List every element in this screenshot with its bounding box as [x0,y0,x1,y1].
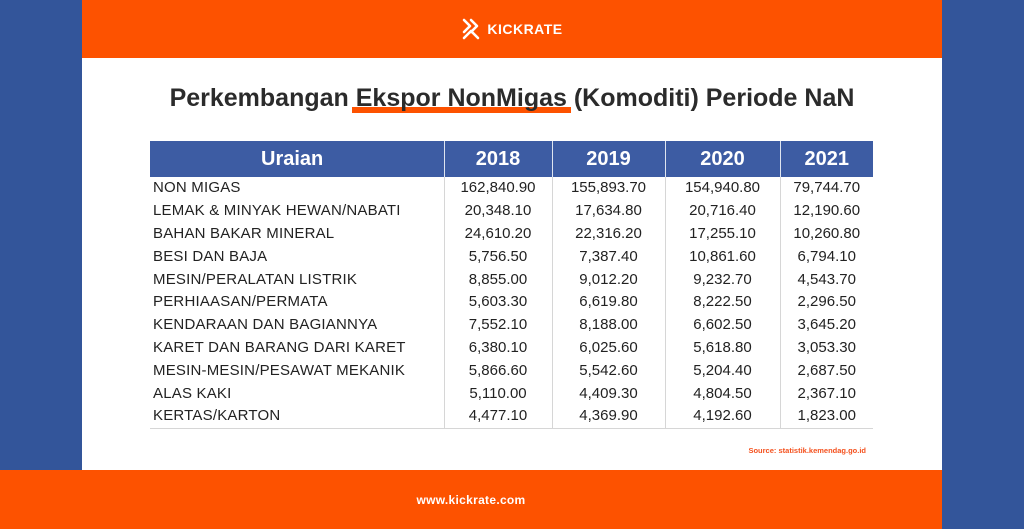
table-row [150,223,873,246]
row-value-2021: 79,744.70 [793,179,861,197]
row-commodity-name: NON MIGAS [150,177,444,200]
left-blue-border [0,0,82,529]
header-2020: 2020 [665,141,780,177]
row-commodity-name: LEMAK & MINYAK HEWAN/NABATI [150,200,444,223]
row-value-2020: 4,192.60 [665,405,780,428]
row-value-2021: 2,296.50 [797,293,856,311]
row-value-2019: 22,316.20 [552,223,665,246]
page-title [82,84,942,113]
row-value-2020: 4,804.50 [665,382,780,405]
row-value-2018: 5,866.60 [444,359,552,382]
header-2021: 2021 [780,141,873,177]
table-row [150,337,873,360]
row-value-2020: 17,255.10 [665,223,780,246]
website-link[interactable]: www.kickrate.com [416,492,526,507]
brand-logo [461,18,562,40]
row-value-2021: 4,543.70 [797,270,856,288]
row-value-2018: 6,380.10 [444,337,552,360]
row-value-2021: 1,823.00 [780,405,873,428]
row-commodity-name: KERTAS/KARTON [150,405,444,428]
export-table [150,141,873,429]
row-value-2020: 6,602.50 [665,314,780,337]
table-header-row [150,141,873,177]
table-row [150,382,873,405]
right-blue-border [942,0,1024,529]
header-2018: 2018 [444,141,552,177]
row-value-2019: 8,188.00 [552,314,665,337]
row-value-2019: 17,634.80 [552,200,665,223]
row-value-2018: 4,477.10 [444,405,552,428]
row-value-2020: 154,940.80 [665,177,780,200]
footer-band [0,470,942,529]
table-row [150,291,873,314]
row-value-2021: 10,260.80 [793,224,861,242]
row-value-2018: 162,840.90 [444,177,552,200]
table-row [150,200,873,223]
table-row [150,314,873,337]
row-value-2019: 155,893.70 [552,177,665,200]
row-value-2021: 6,794.10 [797,247,856,265]
row-commodity-name: MESIN-MESIN/PESAWAT MEKANIK [150,359,444,382]
row-value-2019: 6,025.60 [552,337,665,360]
row-value-2019: 7,387.40 [552,245,665,268]
row-value-2021: 2,687.50 [797,361,856,379]
row-value-2021: 3,645.20 [797,316,856,334]
table-row [150,177,873,200]
kickrate-logo-icon [461,18,481,40]
row-value-2021: 3,053.30 [797,338,856,356]
row-value-2020: 20,716.40 [665,200,780,223]
row-value-2019: 4,369.90 [552,405,665,428]
row-commodity-name: BESI DAN BAJA [150,245,444,268]
title-suffix: (Komoditi) Periode NaN [566,84,855,112]
table-row [150,245,873,268]
row-value-2020: 10,861.60 [665,245,780,268]
source-note: Source: statistik.kemendag.go.id [748,446,866,455]
row-value-2020: 9,232.70 [665,268,780,291]
row-value-2019: 5,542.60 [552,359,665,382]
row-value-2020: 8,222.50 [665,291,780,314]
title-highlight-text: Ekspor NonMigas [355,84,567,112]
row-commodity-name: BAHAN BAKAR MINERAL [150,223,444,246]
title-prefix: Perkembangan [169,84,356,112]
row-value-2018: 5,603.30 [444,291,552,314]
row-value-2020: 5,618.80 [665,337,780,360]
table-row [150,405,873,428]
row-value-2018: 7,552.10 [444,314,552,337]
row-value-2020: 5,204.40 [665,359,780,382]
row-value-2018: 20,348.10 [444,200,552,223]
row-value-2018: 5,756.50 [444,245,552,268]
row-commodity-name: KENDARAAN DAN BAGIANNYA [150,314,444,337]
row-value-2018: 8,855.00 [444,268,552,291]
row-value-2018: 5,110.00 [444,382,552,405]
row-commodity-name: MESIN/PERALATAN LISTRIK [150,268,444,291]
row-commodity-name: ALAS KAKI [150,382,444,405]
row-value-2019: 4,409.30 [552,382,665,405]
header-band [82,0,942,58]
row-value-2018: 24,610.20 [444,223,552,246]
title-highlight [356,84,567,113]
row-value-2021: 12,190.60 [793,202,861,220]
row-commodity-name: KARET DAN BARANG DARI KARET [150,337,444,360]
row-value-2019: 6,619.80 [552,291,665,314]
row-commodity-name: PERHIAASAN/PERMATA [150,291,444,314]
header-uraian: Uraian [150,141,444,177]
header-2019: 2019 [552,141,665,177]
brand-name: KICKRATE [487,21,563,37]
row-value-2021: 2,367.10 [797,384,856,402]
row-value-2019: 9,012.20 [552,268,665,291]
table-row [150,359,873,382]
table-row [150,268,873,291]
